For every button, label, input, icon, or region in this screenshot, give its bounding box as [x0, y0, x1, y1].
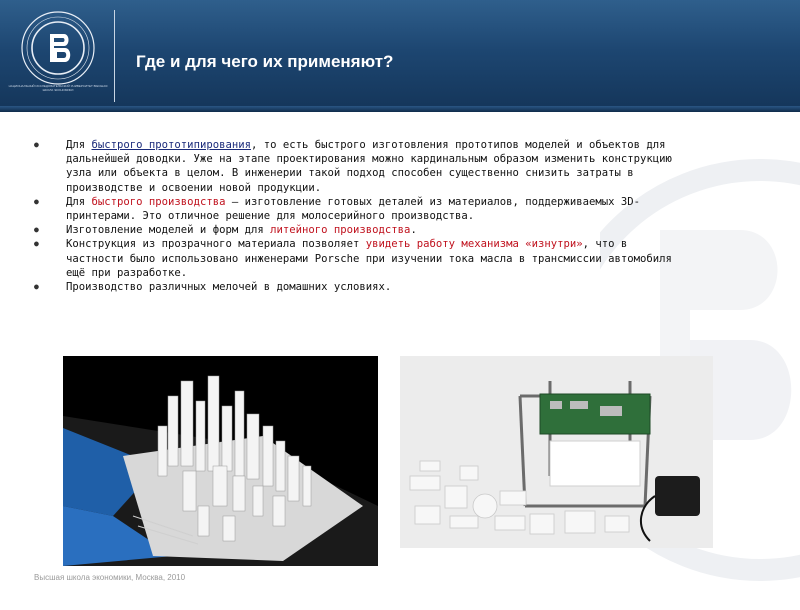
bullet-text: — изготовление готовых деталей из материалов, поддерживаемых 3D-принтерами. Это отличное решение для молосерийного производства. — [66, 195, 641, 223]
bullet-rapid-prototyping — [34, 138, 674, 195]
bullet-text: Для — [66, 139, 92, 151]
bullet-text: . — [410, 224, 417, 237]
bullet-transparent-material — [34, 237, 674, 280]
header-banner — [0, 0, 800, 112]
highlighted-term: литейного производства — [270, 224, 411, 237]
bullet-casting — [34, 223, 674, 237]
hse-logo-icon — [20, 10, 96, 86]
slide-title: Где и для чего их применяют? — [136, 52, 394, 71]
bullet-text: Конструкция из прозрачного материала позволяет — [66, 238, 366, 251]
logo-caption: НАЦИОНАЛЬНЫЙ ИССЛЕДОВАТЕЛЬСКИЙ УНИВЕРСИТЕТ ВЫСШАЯ ШКОЛА ЭКОНОМИКИ — [8, 84, 108, 92]
city-model-illustration — [63, 356, 378, 566]
highlighted-term: увидеть работу механизма «изнутри» — [365, 238, 583, 251]
highlighted-term: быстрого производства — [91, 195, 226, 208]
bullet-text: Изготовление моделей и форм для — [66, 224, 271, 237]
bullet-home-production — [34, 280, 674, 294]
bullet-text: Для — [66, 195, 92, 208]
bullet-text: , то есть быстрого изготовления прототипов моделей и объектов для дальнейшей доводки. Уже на этапе проектирования можно кардинальным образом изменить конструкцию узла или объекта в целом. В инженерии такой подход способен существенно снизить затраты в производстве и освоении новой продукции. — [66, 139, 672, 194]
city-model-photo — [63, 356, 378, 566]
bullet-text: , что в частности было использовано инженерами Porsche при изучении тока масла в трансмиссии автомобиля ещё при разработке. — [66, 238, 672, 279]
rapid-prototyping-link[interactable]: быстрого прототипирования — [91, 139, 251, 151]
footer-text: Высшая школа экономики, Москва, 2010 — [34, 573, 186, 582]
bullet-list — [34, 138, 674, 294]
header-divider — [114, 10, 115, 102]
bullet-rapid-manufacturing — [34, 195, 674, 223]
bullet-text: Производство различных мелочей в домашних условиях. — [66, 281, 392, 294]
3d-printer-illustration — [400, 356, 713, 548]
3d-printer-photo — [400, 356, 713, 548]
